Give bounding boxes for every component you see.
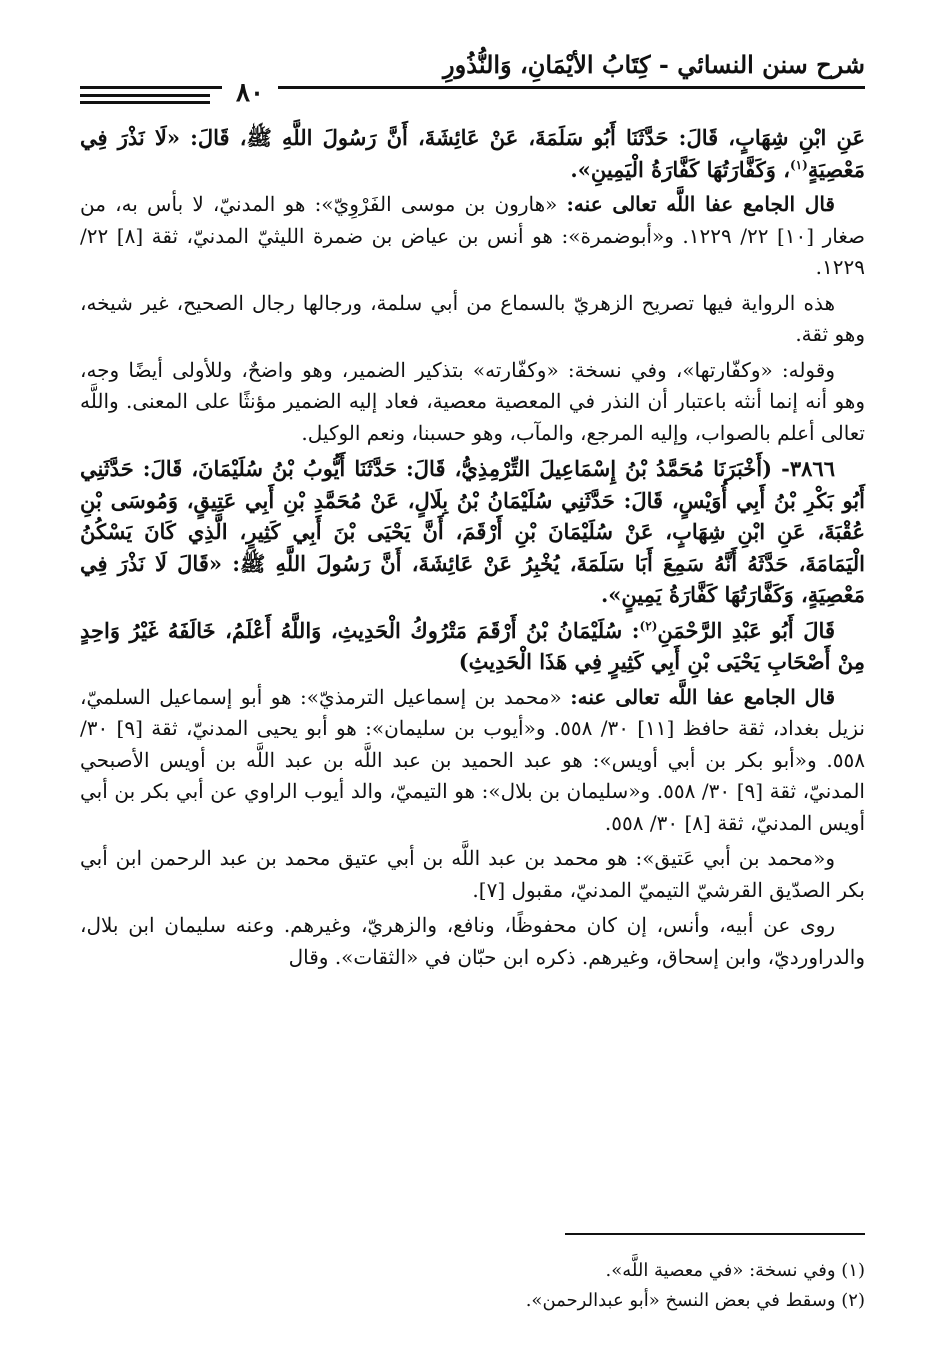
commentary-lead: قال الجامع عفا اللَّه تعالى عنه: bbox=[566, 192, 835, 216]
footnote: (١) وفي نسخة: «في معصية اللَّه». bbox=[605, 1260, 865, 1281]
commentary-paragraph bbox=[80, 355, 865, 450]
commentary-paragraph bbox=[80, 910, 865, 973]
footnote: (٢) وسقط في بعض النسخ «أبو عبدالرحمن». bbox=[525, 1290, 865, 1311]
commentary-paragraph bbox=[80, 682, 865, 840]
main-text bbox=[80, 122, 865, 977]
paragraph-text-after: ، وَكَفَّارَتُهَا كَفَّارَةُ الْيَمِينِ». bbox=[570, 156, 790, 182]
hadith-paragraph bbox=[80, 615, 865, 678]
footnotes bbox=[80, 1256, 865, 1316]
paragraph-text: و«محمد بن أبي عَتيق»: هو محمد بن عبد اللَّه بن أبي عتيق محمد بن عبد الرحمن ابن أبي بكر الصدّيق القرشيّ التيميّ المدنيّ، مقبول [٧]. bbox=[80, 846, 865, 902]
header-rule-left-b bbox=[80, 101, 210, 104]
paragraph-text-after: : سُلَيْمَانُ بْنُ أَرْقَمَ مَتْرُوكُ الْحَدِيثِ، وَاللَّهُ أَعْلَمُ، خَالَفَهُ غَيْرُ وَاحِدٍ مِنْ أَصْحَابِ يَحْيَى بْنِ أَبِي كَثِيرٍ فِي هَذَا الْحَدِيثِ) bbox=[80, 617, 865, 674]
footnote-marker: (٢) bbox=[639, 618, 658, 633]
commentary-paragraph bbox=[80, 288, 865, 351]
header-rule bbox=[80, 86, 865, 89]
header-rule-left-a bbox=[80, 94, 210, 97]
paragraph-text: ٣٨٦٦- (أَخْبَرَنَا مُحَمَّدُ بْنُ إِسْمَاعِيلَ التِّرْمِذِيُّ، قَالَ: حَدَّثَنَا أَيُّوبُ بْنُ سُلَيْمَانَ، قَالَ: حَدَّثَنِي أَبُو بَكْرِ بْنُ أَبِي أُوَيْسٍ، قَالَ: حَدَّثَنِي سُلَيْمَانُ بْنُ بِلَالٍ، عَنْ مُحَمَّدِ بْنِ أَبِي عَتِيقٍ، وَمُوسَى بْنِ عُقْبَةَ، عَنِ ابْنِ شِهَابٍ، عَنْ سُلَيْمَانَ بْنِ أَرْقَمَ، أَنَّ يَحْيَى بْنَ أَبِي كَثِيرٍ، الَّذِي كَانَ يَسْكُنُ الْيَمَامَةَ، حَدَّثَهُ أَنَّهُ سَمِعَ أَبَا سَلَمَةَ، يُخْبِرُ عَنْ عَائِشَةَ، أَنَّ رَسُولَ اللَّهِ ﷺ: «قَالَ لَا نَذْرَ فِي مَعْصِيَةٍ، وَكَفَّارَتُهَا كَفَّارَةُ يَمِينٍ». bbox=[80, 456, 865, 607]
footnote-marker: (١) bbox=[789, 157, 808, 172]
commentary-paragraph bbox=[80, 843, 865, 906]
hadith-paragraph bbox=[80, 453, 865, 611]
hadith-continued-paragraph bbox=[80, 122, 865, 185]
running-title: شرح سنن النسائي - كِتَابُ الأيْمَانِ، وَالنُّذُورِ bbox=[443, 50, 865, 79]
paragraph-text: عَنِ ابْنِ شِهَابٍ، قَالَ: حَدَّثَنَا أَبُو سَلَمَةَ، عَنْ عَائِشَةَ، أَنَّ رَسُولَ اللَّهِ ﷺ، قَالَ: «لَا نَذْرَ فِي مَعْصِيَةٍ bbox=[80, 125, 865, 182]
page-number: ٨٠ bbox=[222, 78, 278, 108]
paragraph-text: «محمد بن إسماعيل الترمذيّ»: هو أبو إسماعيل السلميّ، نزيل بغداد، ثقة حافظ [١١] ٣٠/ ٥٥٨. و«أيوب بن سليمان»: هو أبو يحيى المدنيّ، ثقة [٩] ٣٠/ ٥٥٨. و«أبو بكر بن أبي أويس»: هو عبد الحميد بن عبد اللَّه بن عبد اللَّه بن أويس الأصبحي المدنيّ، ثقة [٩] ٣٠/ ٥٥٨. و«سليمان بن بلال»: هو التيميّ، والد أيوب الراوي عن أبي بكر بن أبي أويس المدنيّ، ثقة [٨] ٣٠/ ٥٥٨. bbox=[80, 684, 865, 835]
commentary-lead: قال الجامع عفا اللَّه تعالى عنه: bbox=[570, 684, 836, 709]
paragraph-text: هذه الرواية فيها تصريح الزهريّ بالسماع من أبي سلمة، ورجالها رجال الصحيح، غير شيخه، وهو ثقة. bbox=[80, 290, 865, 346]
footnote-separator bbox=[565, 1233, 865, 1235]
page-header bbox=[80, 50, 865, 106]
paragraph-text: قَالَ أَبُو عَبْدِ الرَّحْمَنِ bbox=[657, 617, 835, 643]
paragraph-text: وقوله: «وكفّارتها»، وفي نسخة: «وكفّارته» بتذكير الضمير، وهو واضحٌ، وللأولى أيضًا وجه، وهو أنه إنما أنثه باعتبار أن النذر في المعصية معصية، فعاد إليه الضمير مؤنثًا على المعنى. واللَّه تعالى أعلم بالصواب، وإليه المرجع، والمآب، وهو حسبنا، ونعم الوكيل. bbox=[80, 357, 865, 445]
commentary-paragraph bbox=[80, 189, 865, 284]
paragraph-text: روى عن أبيه، وأنس، إن كان محفوظًا، ونافع، والزهريّ، وغيرهم. وعنه سليمان ابن بلال، والدراورديّ، وابن إسحاق، وغيرهم. ذكره ابن حبّان في «الثقات». وقال bbox=[80, 913, 865, 969]
paragraph-text: «هارون بن موسى الفَرْوِيّ»: هو المدنيّ، لا بأس به، من صغار [١٠] ٢٢/ ١٢٢٩. و«أبوضمرة»: هو أنس بن عياض بن ضمرة الليثيّ المدنيّ، ثقة [٨] ٢٢/ ١٢٢٩. bbox=[80, 192, 865, 279]
